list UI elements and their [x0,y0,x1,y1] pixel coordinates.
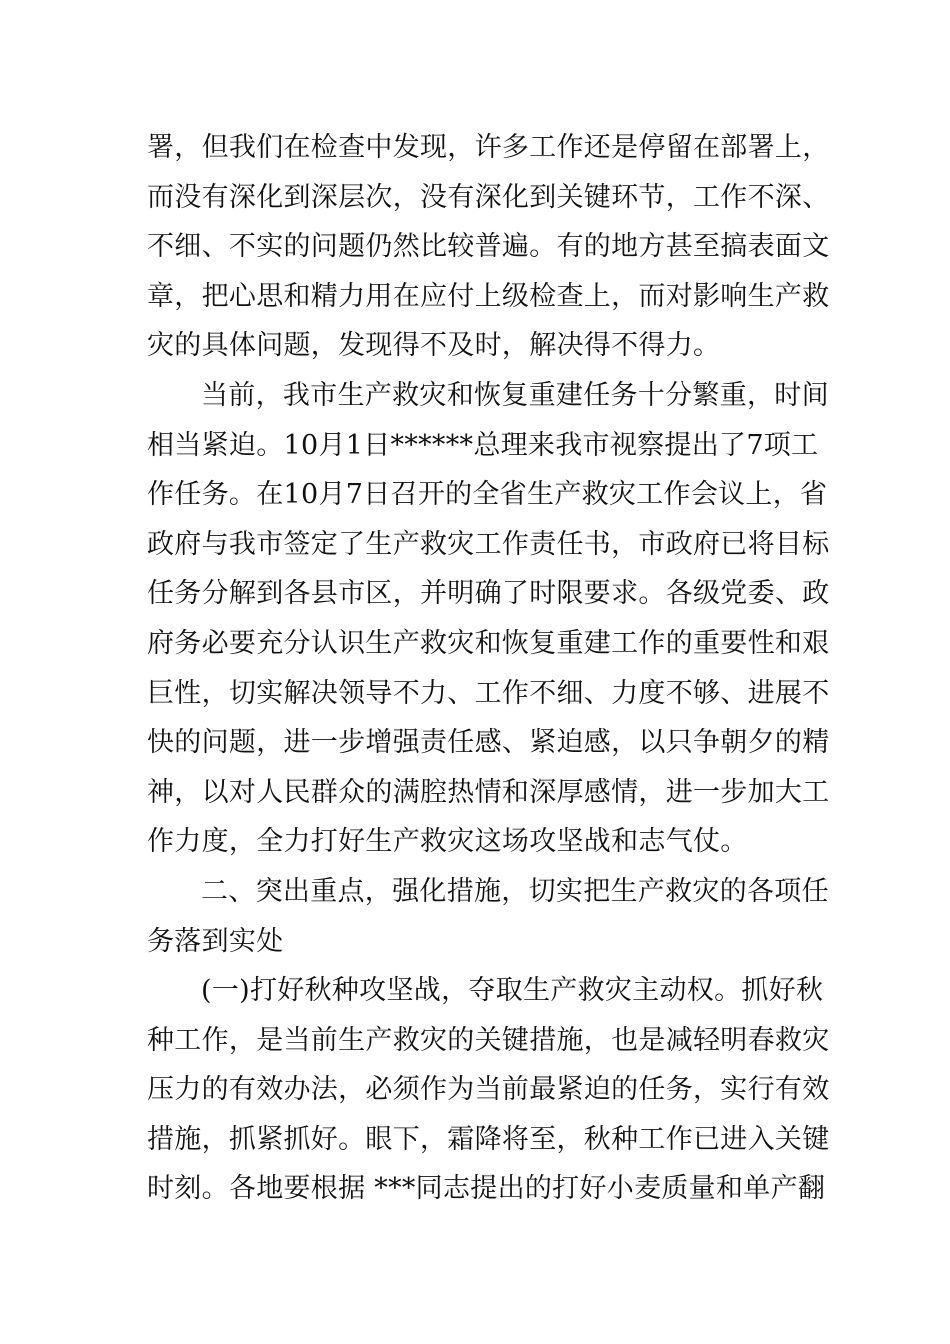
paragraph-first-line: 当前，我市生产救灾和恢复重建任务十分繁重，时间 [201,379,829,411]
text-line: 种工作，是当前生产救灾的关键措施，也是减轻明春救灾 [147,1024,830,1056]
text-line: 任务分解到各县市区，并明确了时限要求。各级党委、政 [147,578,830,610]
text-line: 作力度，全力打好生产救灾这场攻坚战和志气仗。 [147,826,748,858]
text-line: 政府与我市签定了生产救灾工作责任书，市政府已将目标 [147,528,830,560]
text-line: 措施，抓紧抓好。眼下，霜降将至，秋种工作已进入关键 [147,1123,830,1155]
text-line: 署，但我们在检查中发现，许多工作还是停留在部署上， [147,132,830,163]
text-line: 快的问题，进一步增强责任感、紧迫感，以只争朝夕的精 [147,727,830,759]
text-line: 压力的有效办法，必须作为当前最紧迫的任务，实行有效 [147,1074,830,1106]
section-heading: 二、突出重点，强化措施，切实把生产救灾的各项任 [201,875,829,907]
text-line: 府务必要充分认识生产救灾和恢复重建工作的重要性和艰 [147,627,830,659]
document-body [147,123,830,1214]
text-line: 而没有深化到深层次，没有深化到关键环节，工作不深、 [147,181,830,213]
text-line: 巨性，切实解决领导不力、工作不细、力度不够、进展不 [147,677,830,709]
subsection-first-line: (一)打好秋种攻坚战，夺取生产救灾主动权。抓好秋 [201,975,824,1007]
text-line: 章，把心思和精力用在应付上级检查上，而对影响生产救 [147,280,830,312]
text-line: 时刻。各地要根据 ***同志提出的打好小麦质量和单产翻 [147,1173,826,1205]
text-line: 相当紧迫。10月1日******总理来我市视察提出了7项工 [147,429,819,461]
text-line: 灾的具体问题，发现得不及时，解决得不得力。 [147,330,721,362]
section-heading-continued: 务落到实处 [147,925,284,957]
text-line: 不细、不实的问题仍然比较普遍。有的地方甚至搞表面文 [147,231,830,263]
text-line: 神，以对人民群众的满腔热情和深厚感情，进一步加大工 [147,776,830,808]
text-line: 作任务。在10月7日召开的全省生产救灾工作会议上，省 [147,479,828,511]
